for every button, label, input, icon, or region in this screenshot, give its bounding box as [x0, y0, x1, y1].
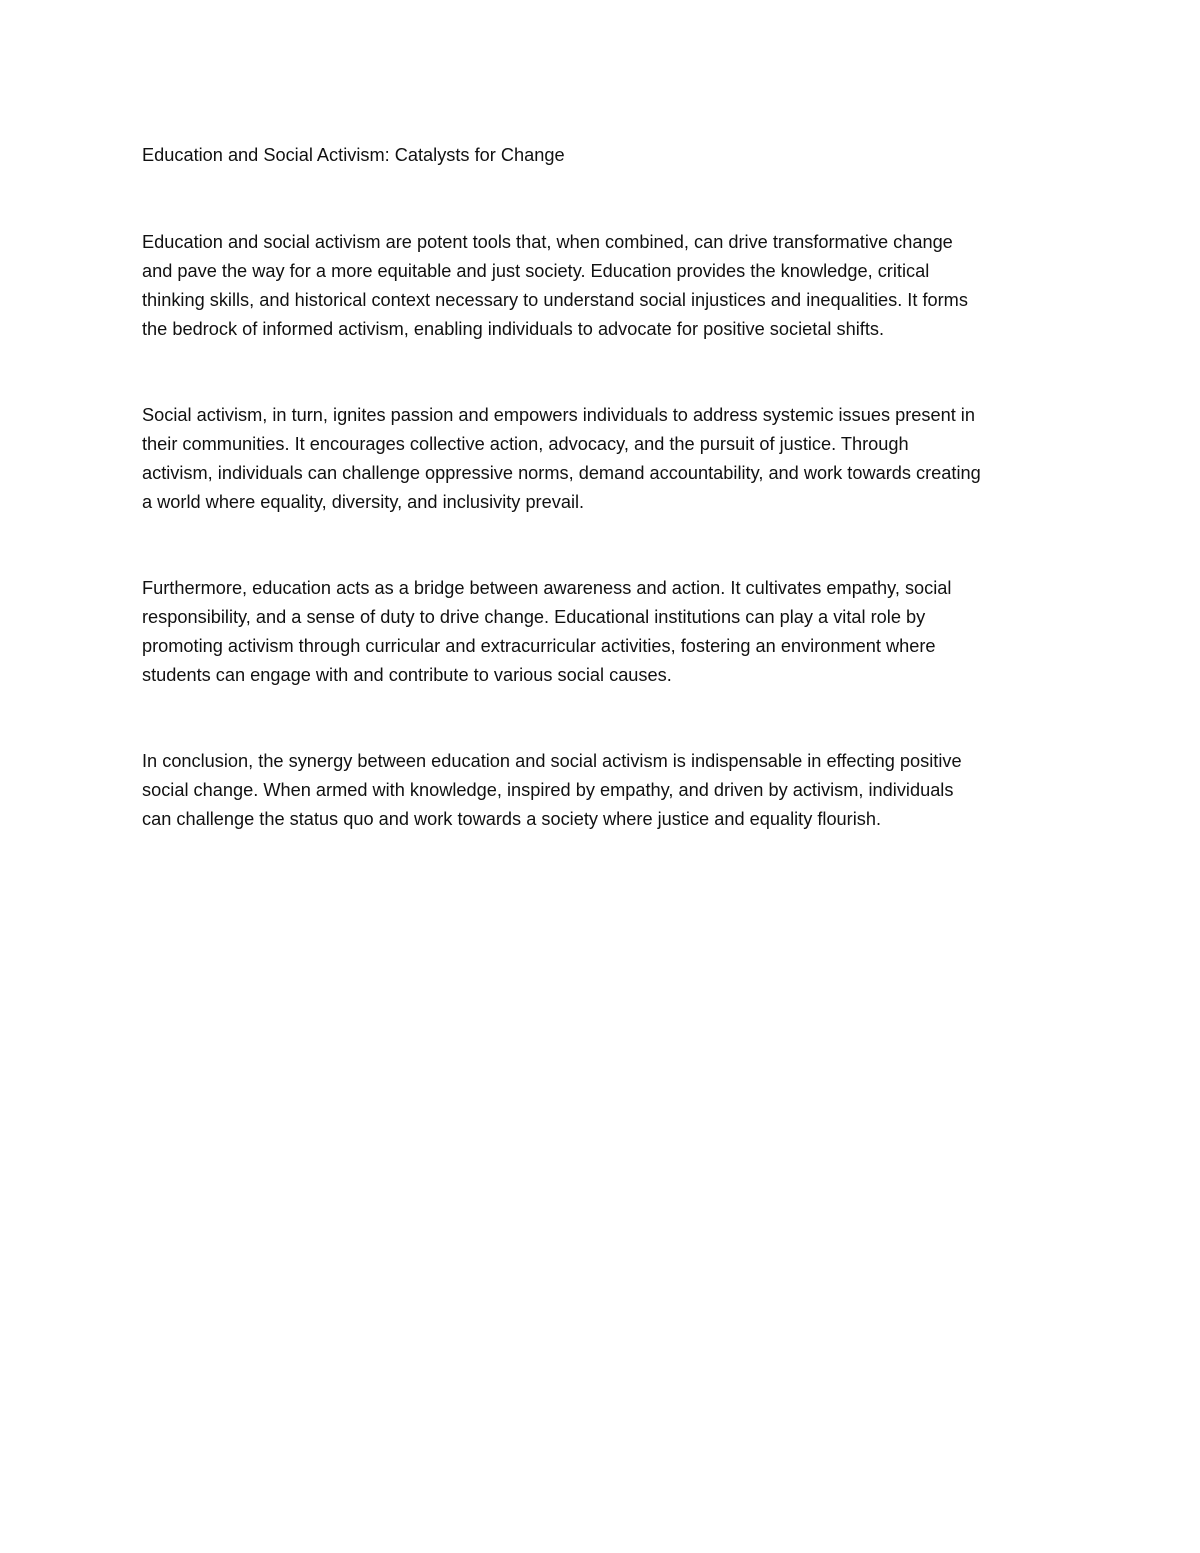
paragraph-line: promoting activism through curricular and extracurricular activities, fostering an environment where	[142, 636, 936, 656]
paragraph-line: a world where equality, diversity, and inclusivity prevail.	[142, 492, 585, 512]
paragraph-line: Education and social activism are potent tools that, when combined, can drive transformative change	[142, 232, 953, 252]
paragraph-line: Social activism, in turn, ignites passion and empowers individuals to address systemic issues present in	[142, 405, 975, 425]
paragraph-conclusion	[142, 747, 1082, 834]
document-title: Education and Social Activism: Catalysts for Change	[142, 145, 565, 165]
paragraph-line: their communities. It encourages collective action, advocacy, and the pursuit of justice. Through	[142, 434, 909, 454]
paragraph-line: students can engage with and contribute to various social causes.	[142, 665, 672, 685]
paragraph-line: responsibility, and a sense of duty to drive change. Educational institutions can play a vital role by	[142, 607, 926, 627]
paragraph-line: Furthermore, education acts as a bridge between awareness and action. It cultivates empathy, social	[142, 578, 952, 598]
paragraph-furthermore	[142, 574, 1082, 690]
paragraph-line: the bedrock of informed activism, enabling individuals to advocate for positive societal shifts.	[142, 319, 885, 339]
paragraph-line: and pave the way for a more equitable and just society. Education provides the knowledge, critical	[142, 261, 930, 281]
paragraph-line: activism, individuals can challenge oppressive norms, demand accountability, and work towards creating	[142, 463, 981, 483]
paragraph-line: thinking skills, and historical context necessary to understand social injustices and inequalities. It forms	[142, 290, 968, 310]
paragraph-intro	[142, 228, 1082, 344]
paragraph-social-activism	[142, 401, 1082, 517]
paragraph-line: In conclusion, the synergy between education and social activism is indispensable in effecting positive	[142, 751, 962, 771]
document-body	[142, 141, 1082, 834]
paragraph-line: social change. When armed with knowledge, inspired by empathy, and driven by activism, individuals	[142, 780, 954, 800]
paragraph-line: can challenge the status quo and work towards a society where justice and equality flourish.	[142, 809, 882, 829]
